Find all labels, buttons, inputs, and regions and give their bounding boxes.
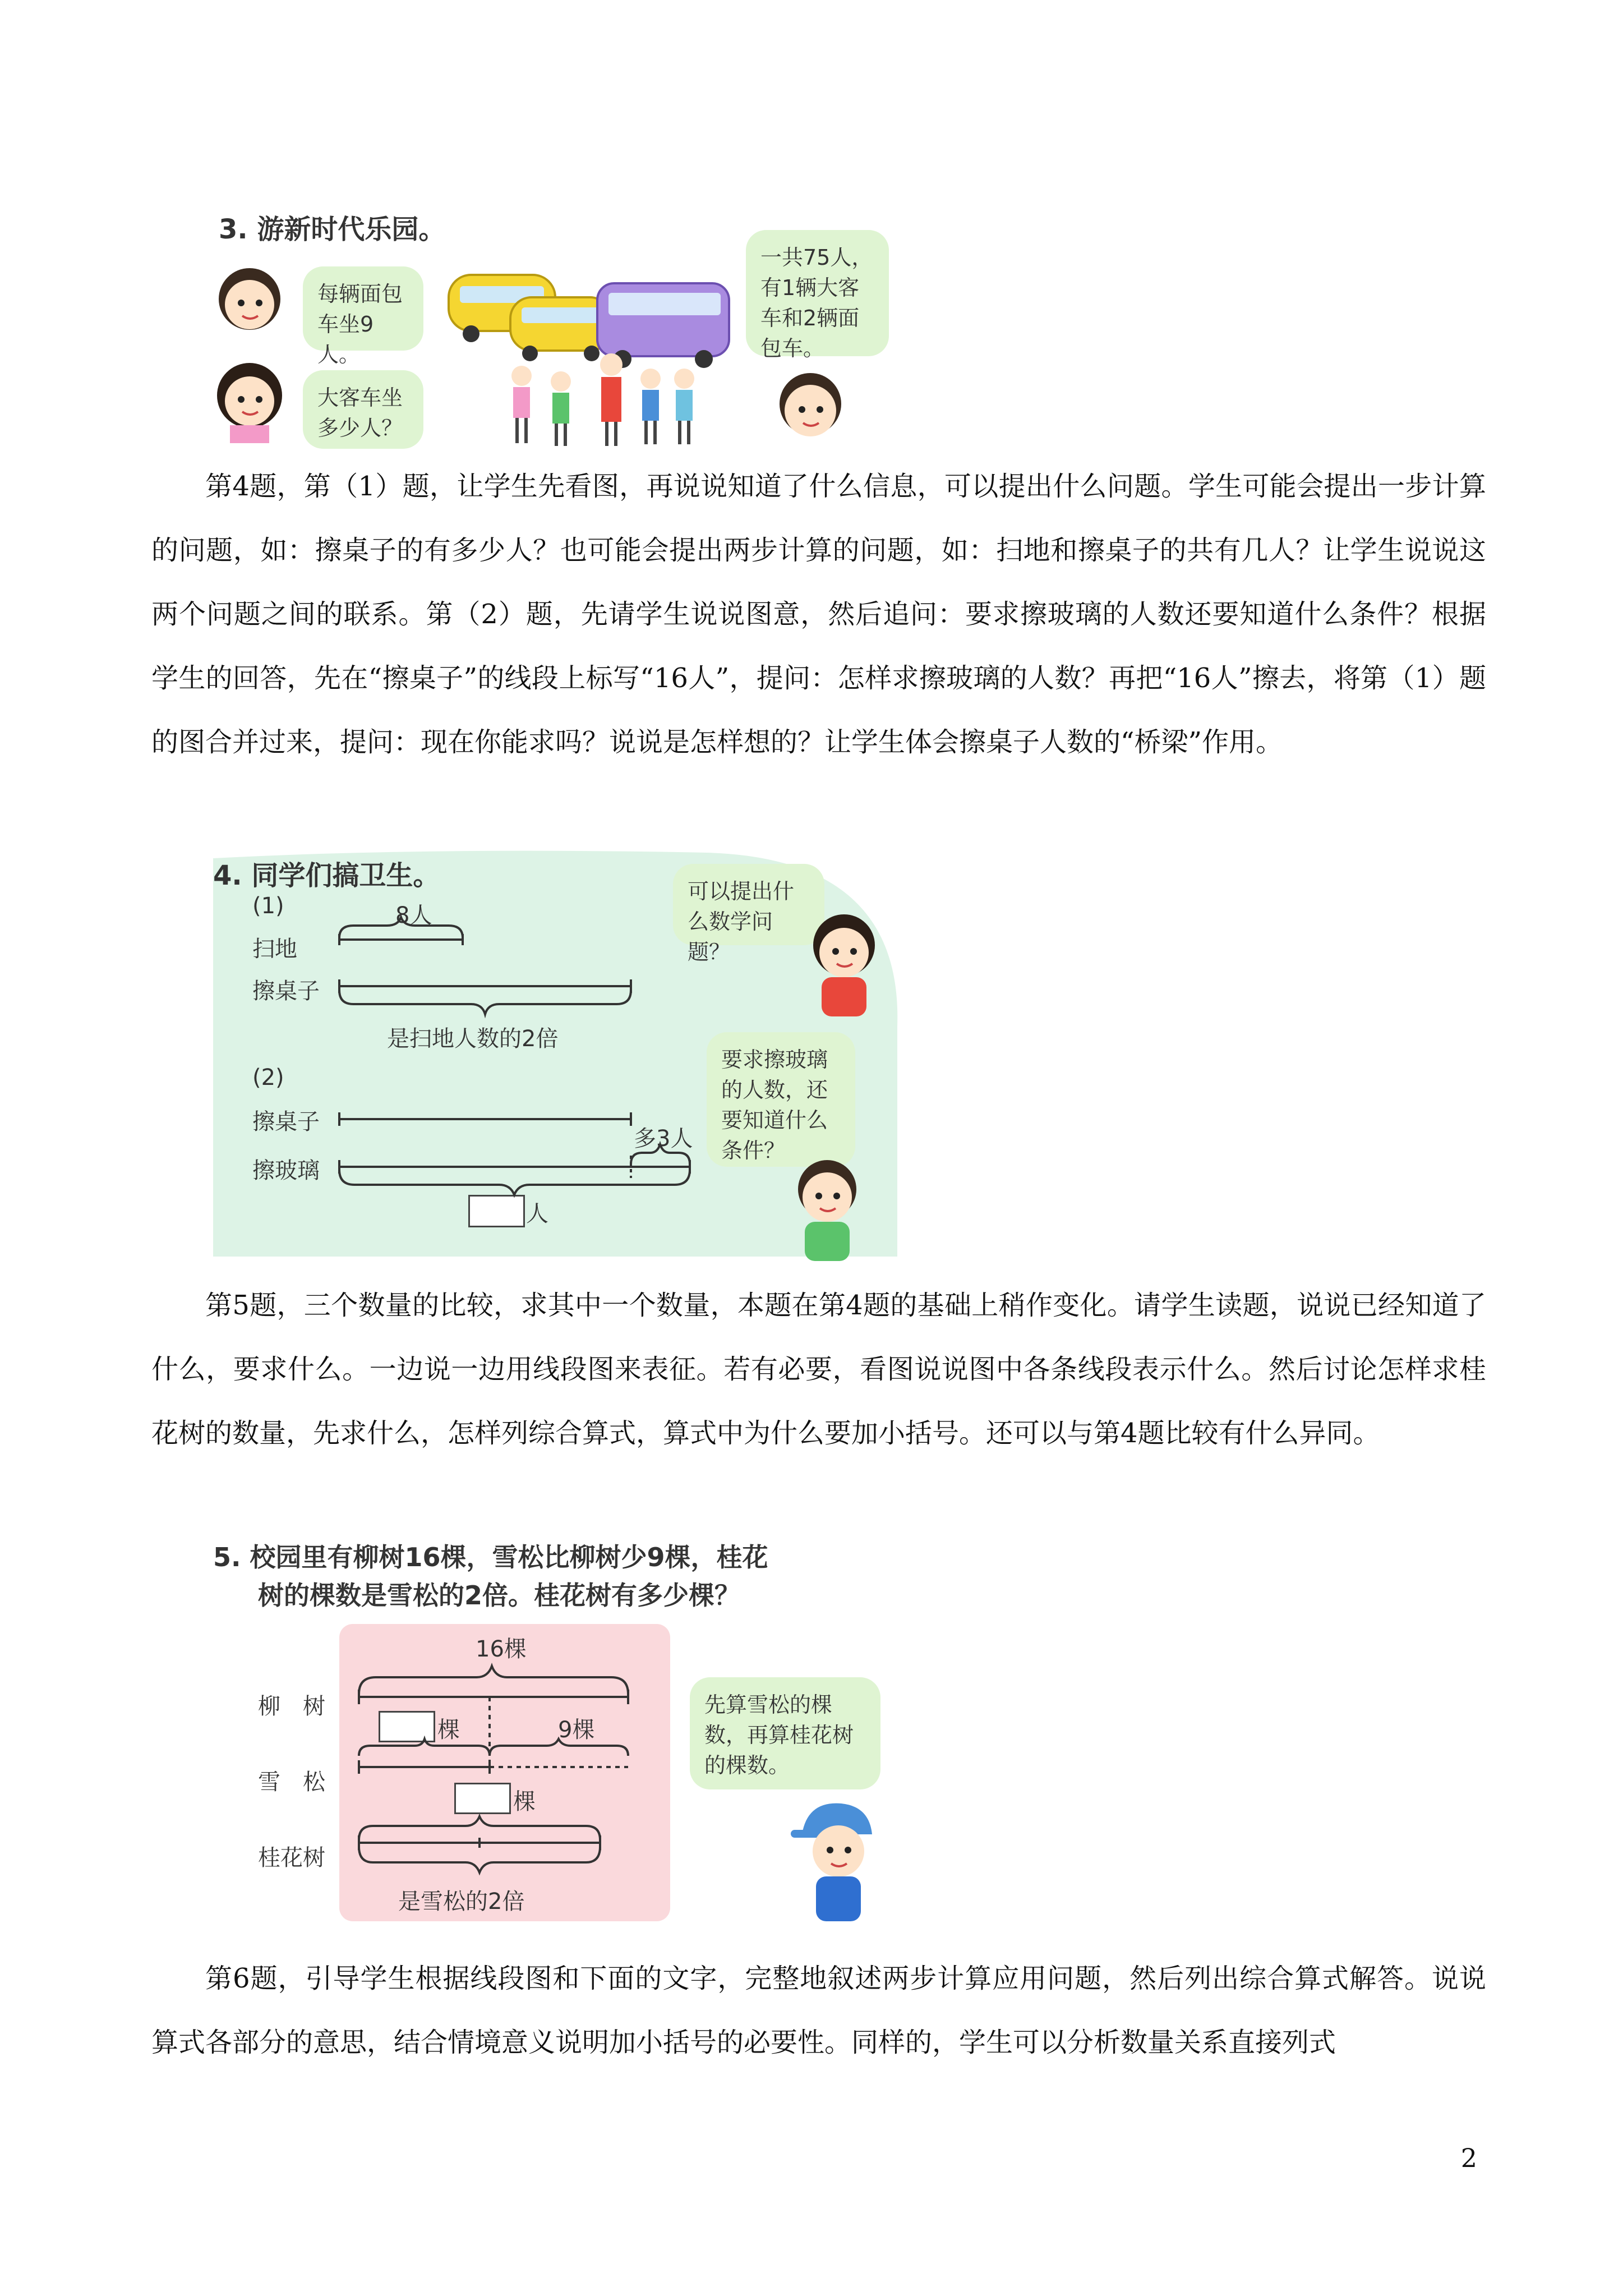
paragraph-question-6: 第6题，引导学生根据线段图和下面的文字，完整地叙述两步计算应用问题，然后列出综合算式解答。说说算式各部分的意思，结合情境意义说明加小括号的必要性。同样的，学生可以分析数量关系直接列式 [151,1963,1486,2058]
times-note: 是扫地人数的2倍 [387,1026,559,1052]
speech-bubble-total: 一共75人，有1辆大客车和2辆面包车。 [746,230,889,356]
glass-brace [339,1170,690,1195]
speech-bubble-question: 大客车坐多少人？ [303,370,423,449]
unknown-unit: 人 [526,1201,548,1227]
more-brace [631,1144,690,1164]
sweep-value: 8人 [395,903,432,928]
desk-label: 擦桌子 [252,978,320,1004]
boy-avatar-2 [785,1156,869,1262]
figure-4 [202,841,909,1268]
osmanthus-bottom-brace [359,1847,600,1872]
speech-bubble-calculation-hint: 先算雪松的棵数，再算桂花树的棵数。 [690,1677,880,1789]
page-number: 2 [1460,2143,1477,2173]
figure-5-title-line-1: 5. 校园里有柳树16棵，雪松比柳树少9棵，桂花 [213,1542,768,1572]
children-group-illustration [499,353,701,449]
boy-avatar [768,365,852,449]
figure-3-title: 3. 游新时代乐园。 [219,214,446,245]
speech-bubble-bus-capacity: 每辆面包车坐9人。 [303,266,423,351]
less-brace [490,1739,628,1756]
speech-bubble-need-condition: 要求擦玻璃的人数，还要知道什么条件？ [707,1032,855,1167]
part-1-label: (1) [252,893,284,919]
osmanthus-label: 桂花树 [258,1845,325,1871]
speech-bubble-ask-question: 可以提出什么数学问题？ [673,864,824,945]
willow-brace [359,1666,628,1694]
times-note-5: 是雪松的2倍 [398,1889,525,1915]
osmanthus-top-brace [359,1816,600,1840]
willow-label: 柳 树 [258,1694,325,1719]
paragraph-question-4: 第4题，第（1）题，让学生先看图，再说说知道了什么信息，可以提出什么问题。学生可能会提出一步计算的问题，如：擦桌子的有多少人？也可能会提出两步计算的问题，如：扫地和擦桌子的共有几人？让学生说说这两个问题之间的联系。第（2）题，先请学生说说图意，然后追问：要求擦玻璃的人数还要知道什么条件？根据学生的回答，先在“擦桌子”的线段上标写“16人”，提问：怎样求擦玻璃的人数？再把“16人”擦去，将第（1）题的图合并过来，提问：现在你能求吗？说说是怎样想的？让学生体会擦桌子人数的“桥梁”作用。 [151,471,1486,758]
willow-value: 16棵 [476,1636,527,1662]
figure-3 [208,191,897,449]
osmanthus-unit: 棵 [513,1789,536,1815]
girl-avatar [208,255,292,339]
cedar-unit: 棵 [437,1717,460,1743]
more-note: 多3人 [634,1126,693,1152]
girl-avatar-2 [208,353,292,443]
girl-avatar-3 [802,909,886,1021]
sweep-label: 扫地 [252,936,297,962]
paragraph-question-5: 第5题，三个数量的比较，求其中一个数量，本题在第4题的基础上稍作变化。请学生读题，说说已经知道了什么，要求什么。一边说一边用线段图来表征。若有必要，看图说说图中各条线段表示什么。然后讨论怎样求桂花树的数量，先求什么，怎样列综合算式，算式中为什么要加小括号。还可以与第4题比较有什么异同。 [151,1290,1486,1449]
boy-avatar-cap [791,1795,880,1924]
less-value: 9棵 [558,1717,595,1743]
figure-5 [208,1526,909,1930]
desk-brace [339,990,631,1014]
part-2-label: (2) [252,1065,284,1091]
glass-label: 擦玻璃 [252,1158,320,1184]
figure-4-title: 4. 同学们搞卫生。 [213,860,440,891]
cedar-label: 雪 松 [258,1769,325,1795]
figure-5-title-line-2: 树的棵数是雪松的2倍。桂花树有多少棵？ [258,1580,741,1611]
desk-label-2: 擦桌子 [252,1109,320,1135]
cedar-brace [359,1739,490,1756]
sweep-brace [339,917,463,938]
